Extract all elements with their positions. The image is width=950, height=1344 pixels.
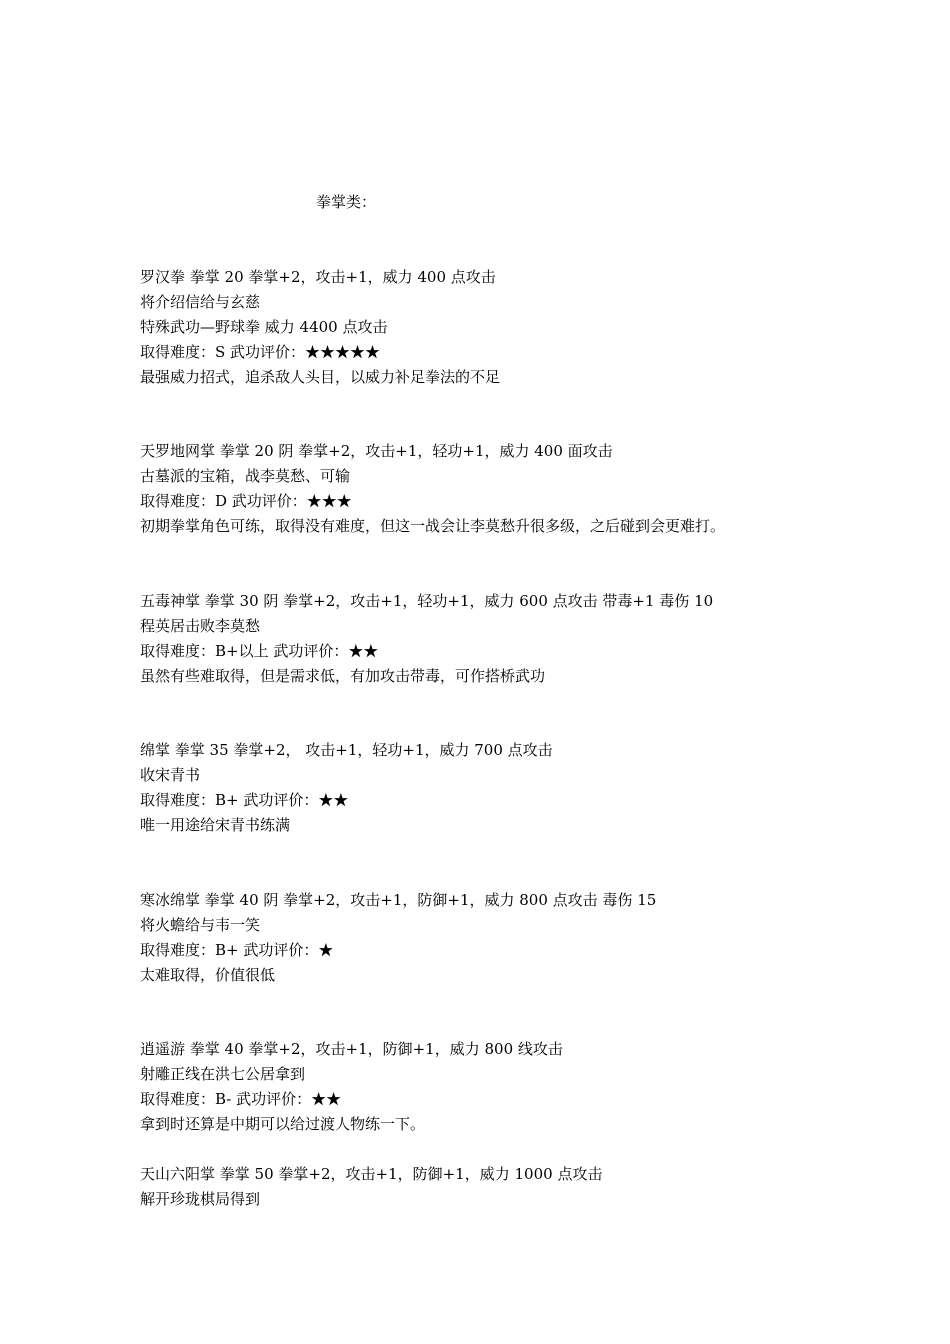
entry-1-source: 将介绍信给与玄慈: [140, 293, 261, 311]
entry-3-source: 程英居击败李莫愁: [140, 617, 261, 635]
entry-1-title: 罗汉拳 拳掌 20 拳掌+2，攻击+1，威力 400 点攻击: [140, 268, 496, 286]
entry-4-source: 收宋青书: [140, 766, 201, 784]
entry-3-rating: 取得难度：B+以上 武功评价：★★: [140, 642, 379, 660]
entry-7-source: 解开珍珑棋局得到: [140, 1190, 261, 1208]
entry-2-rating: 取得难度：D 武功评价：★★★: [140, 492, 352, 510]
entry-3-comment: 虽然有些难取得，但是需求低，有加攻击带毒，可作搭桥武功: [140, 667, 546, 685]
entry-5-comment: 太难取得，价值很低: [140, 966, 276, 984]
entry-4-title: 绵掌 拳掌 35 拳掌+2， 攻击+1，轻功+1，威力 700 点攻击: [140, 741, 553, 759]
entry-6-title: 逍遥游 拳掌 40 拳掌+2，攻击+1，防御+1，威力 800 线攻击: [140, 1040, 563, 1058]
entry-1-special: 特殊武功—野球拳 威力 4400 点攻击: [140, 318, 388, 336]
section-heading: 拳掌类：: [316, 193, 377, 211]
entry-1-rating: 取得难度：S 武功评价：★★★★★: [140, 343, 381, 361]
entry-6-comment: 拿到时还算是中期可以给过渡人物练一下。: [140, 1115, 426, 1133]
entry-2-title: 天罗地网掌 拳掌 20 阴 拳掌+2，攻击+1，轻功+1，威力 400 面攻击: [140, 442, 613, 460]
entry-3-title: 五毒神掌 拳掌 30 阴 拳掌+2，攻击+1，轻功+1，威力 600 点攻击 带毒+1 毒伤 10: [140, 592, 714, 610]
entry-5-rating: 取得难度：B+ 武功评价：★: [140, 941, 334, 959]
entry-2-source: 古墓派的宝箱，战李莫愁、可输: [140, 467, 351, 485]
entry-6-rating: 取得难度：B- 武功评价：★★: [140, 1090, 342, 1108]
entry-7-title: 天山六阳掌 拳掌 50 拳掌+2，攻击+1，防御+1，威力 1000 点攻击: [140, 1165, 603, 1183]
entry-5-title: 寒冰绵掌 拳掌 40 阴 拳掌+2，攻击+1，防御+1，威力 800 点攻击 毒伤 15: [140, 891, 657, 909]
entry-2-comment: 初期拳掌角色可练，取得没有难度，但这一战会让李莫愁升很多级，之后碰到会更难打。: [140, 517, 726, 535]
entry-4-comment: 唯一用途给宋青书练满: [140, 816, 291, 834]
entry-5-source: 将火蟾给与韦一笑: [140, 916, 261, 934]
entry-1-comment: 最强威力招式，追杀敌人头目，以威力补足拳法的不足: [140, 368, 501, 386]
entry-6-source: 射雕正线在洪七公居拿到: [140, 1065, 306, 1083]
entry-4-rating: 取得难度：B+ 武功评价：★★: [140, 791, 349, 809]
